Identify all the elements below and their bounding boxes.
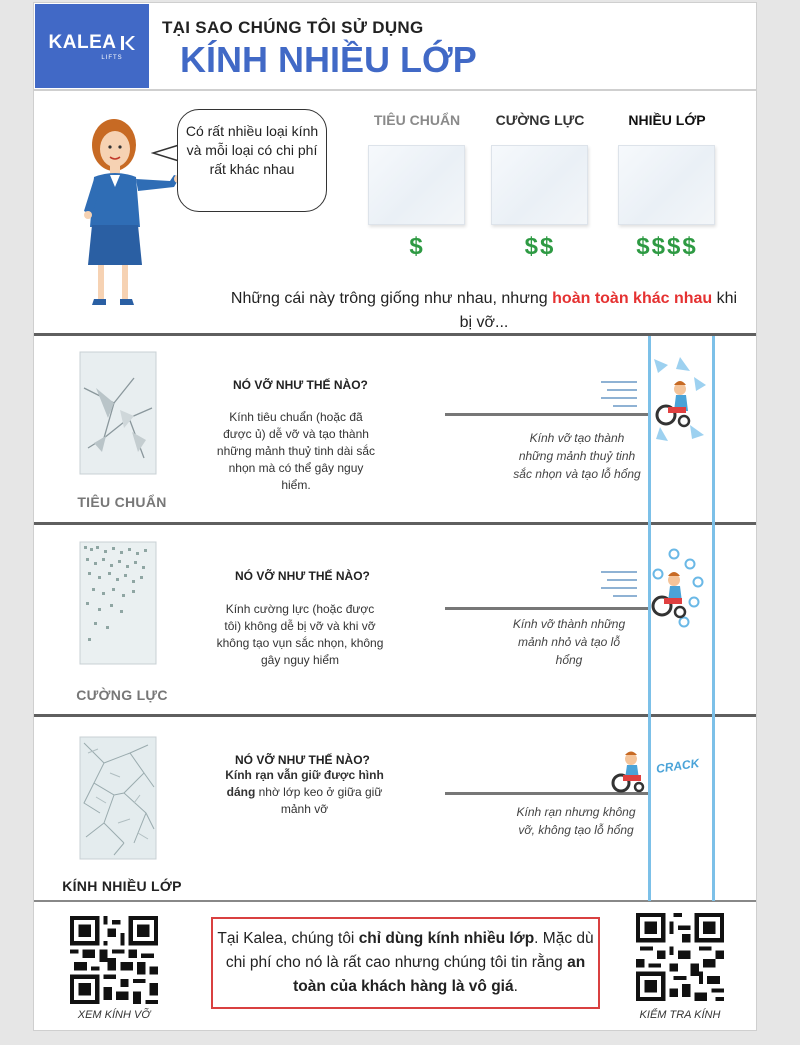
- cracked-laminated-glass-image: [74, 733, 162, 863]
- glass-pane-standard: [368, 145, 465, 225]
- section-description: Kính rạn vẫn giữ được hình dáng nhờ lớp keo ở giữa giữ mảnh vỡ: [225, 768, 384, 816]
- column-label-tempered: CƯỜNG LỰC: [495, 112, 585, 128]
- qr-code-check-glass[interactable]: [636, 913, 724, 1001]
- shattered-tempered-glass-image: [74, 538, 162, 668]
- header-title: KÍNH NHIỀU LỚP: [180, 39, 477, 80]
- column-label-standard: TIÊU CHUẨN: [373, 112, 461, 128]
- kalea-notice-box: Tại Kalea, chúng tôi chỉ dùng kính nhiều lớp. Mặc dù chi phí cho nó là rất cao nhưng chúng tôi tin rằng an toàn của khách hàng là vô giá.: [211, 917, 600, 1009]
- section-caption: Kính rạn nhưng không vỡ, không tạo lỗ hổng: [516, 805, 636, 837]
- floor-line: [445, 607, 648, 610]
- logo-text: KALEA: [48, 31, 117, 53]
- section-caption: Kính vỡ thành những mảnh nhỏ và tạo lỗ hổng: [512, 617, 626, 667]
- section-description: Kính tiêu chuẩn (hoặc đã được ủ) dễ vỡ và tạo thành những mảnh thuỷ tinh dài sắc nhọn mà có thể gây nguy hiểm.: [216, 410, 376, 492]
- price-laminated: $$$$: [636, 233, 698, 260]
- header-divider: [34, 89, 756, 91]
- qr-label-broken-glass: XEM KÍNH VỠ: [77, 1009, 151, 1021]
- glass-type-standard: TIÊU CHUẨN: [77, 494, 167, 510]
- glass-pane-laminated: [618, 145, 715, 225]
- section-question: NÓ VỠ NHƯ THẾ NÀO?: [235, 569, 370, 583]
- column-label-laminated: NHIỀU LỚP: [628, 112, 706, 128]
- glass-type-tempered: CƯỜNG LỰC: [76, 687, 168, 703]
- qr-code-broken-glass[interactable]: [70, 916, 158, 1004]
- floor-line: [445, 413, 648, 416]
- infographic-page: [33, 2, 757, 1031]
- highlight-text: hoàn toàn khác nhau: [552, 290, 713, 307]
- logo-mark-icon: [119, 35, 135, 51]
- kalea-logo: [35, 4, 149, 88]
- price-standard: $: [409, 233, 425, 260]
- crack-label: CRACK: [655, 756, 701, 776]
- wheelchair-crash-icon: [650, 355, 710, 450]
- section-question: NÓ VỠ NHƯ THẾ NÀO?: [233, 378, 368, 392]
- wheelchair-crash-icon: [650, 548, 710, 638]
- glass-pane-tempered: [491, 145, 588, 225]
- price-tempered: $$: [524, 233, 556, 260]
- section-caption: Kính vỡ tạo thành những mảnh thuỷ tinh sắc nhọn và tạo lỗ hổng: [513, 431, 641, 481]
- motion-lines-icon: [599, 568, 639, 600]
- glass-type-laminated: KÍNH NHIỀU LỚP: [62, 878, 182, 894]
- shattered-standard-glass-image: [74, 348, 162, 478]
- section-description: Kính cường lực (hoặc được tôi) không dễ bị vỡ và khi vỡ không tạo vụn sắc nhọn, không gây nguy hiểm: [216, 602, 384, 667]
- intro-statement: Những cái này trông giống như nhau, nhưng hoàn toàn khác nhau khi bị vỡ...: [230, 290, 738, 331]
- header-subtitle: TẠI SAO CHÚNG TÔI SỬ DỤNG: [162, 18, 424, 37]
- speech-bubble: Có rất nhiều loại kính và mỗi loại có chi phí rất khác nhau: [177, 109, 327, 212]
- motion-lines-icon: [599, 378, 639, 410]
- qr-label-check-glass: KIỂM TRA KÍNH: [639, 1009, 721, 1021]
- logo-subtext: LIFTS: [101, 54, 123, 61]
- wheelchair-icon: [607, 751, 651, 793]
- glass-wall-line-right: [712, 336, 715, 901]
- section-question: NÓ VỠ NHƯ THẾ NÀO?: [235, 753, 370, 767]
